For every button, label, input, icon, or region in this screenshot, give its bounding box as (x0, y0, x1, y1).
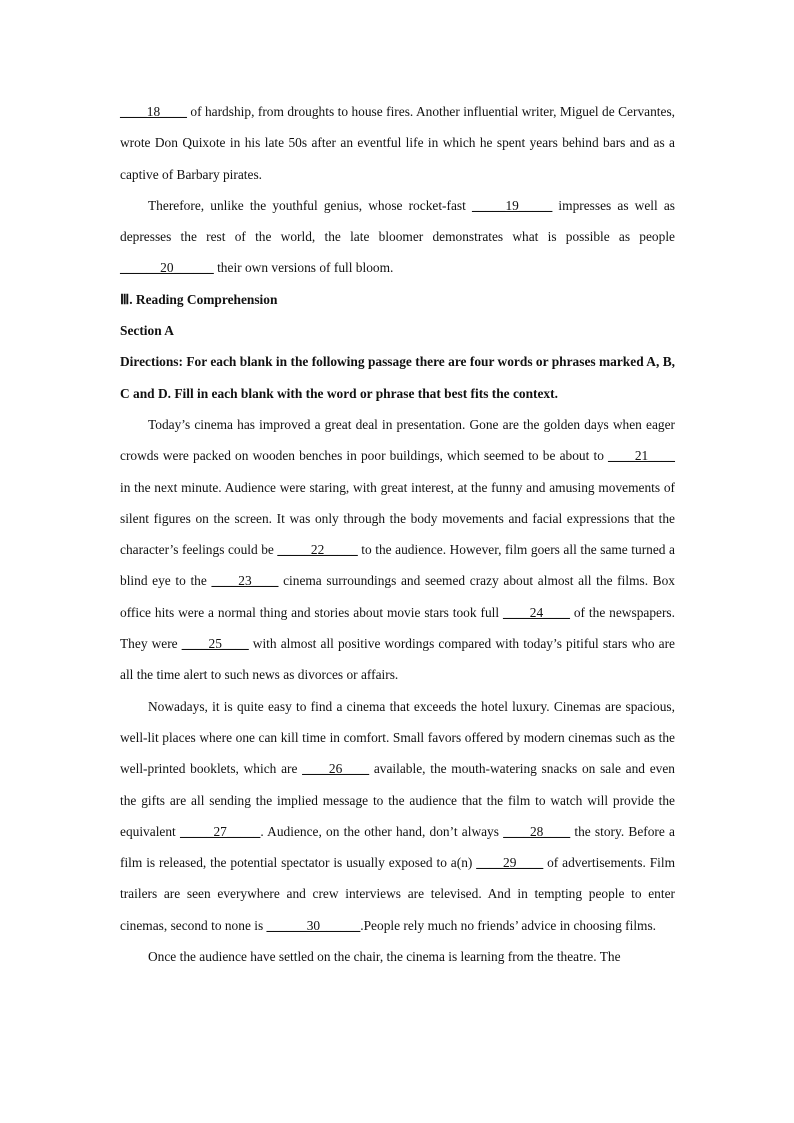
blank-23: ____23____ (211, 573, 279, 589)
paragraph-2 (120, 190, 675, 284)
blank-19: _____19_____ (471, 197, 553, 213)
paragraph-3-text-5: of the newspapers. They were (120, 604, 675, 652)
blank-27: _____27_____ (180, 823, 261, 839)
document-page (120, 96, 675, 972)
paragraph-3-text-4: cinema surroundings and seemed crazy about almost all the films. Box office hits were a normal thing and stories about movie stars took full (120, 573, 676, 620)
paragraph-3-text-2: in the next minute. Audience were staring, with great interest, at the funny and amusing movements of silent figures on the screen. It was only through the body movements and facial expressions that the character’s feelings could be (120, 479, 675, 558)
paragraph-4 (120, 691, 675, 941)
paragraph-4-text-6: .People rely much no friends’ advice in choosing films. (360, 917, 657, 933)
blank-18: ____18____ (120, 104, 187, 119)
blank-21: ____21____ (608, 448, 675, 464)
blank-29: ____29____ (476, 855, 544, 871)
blank-28: ____28____ (503, 823, 571, 839)
blank-25: ____25____ (181, 636, 249, 652)
section-heading: Section A (120, 323, 174, 339)
directions: Directions: For each blank in the following passage there are four words or phrases marked A, B, C and D. Fill in each blank with the word or phrase that best fits the context. (120, 354, 675, 401)
paragraph-3-text-6: with almost all positive wordings compared with today’s pitiful stars who are all the time alert to such news as divorces or affairs. (120, 636, 675, 683)
blank-30: ______30______ (266, 917, 361, 933)
blank-26: ____26____ (302, 761, 370, 777)
paragraph-4-text-3: . Audience, on the other hand, don’t always (260, 823, 504, 839)
paragraph-3-text-3: to the audience. However, film goers all the same turned a blind eye to the (120, 542, 675, 589)
paragraph-2-text-2: impresses as well as depresses the rest of the world, the late bloomer demonstrates what is possible as people (120, 197, 675, 245)
blank-24: ____24____ (502, 604, 570, 620)
paragraph-5 (120, 941, 675, 972)
paragraph-3-text-1: Today’s cinema has improved a great deal in presentation. Gone are the golden days when eager crowds were packed on wooden benches in poor buildings, which seemed to be about to (120, 416, 675, 464)
paragraph-2-text-3: their own versions of full bloom. (213, 260, 394, 276)
paragraph-2-text-1: Therefore, unlike the youthful genius, whose rocket-fast (148, 197, 472, 213)
paragraph-4-text-5: of advertisements. Film trailers are seen everywhere and crew interviews are televised. And in tempting people to enter cinemas, second to none is (120, 855, 675, 933)
paragraph-4-text-4: the story. Before a film is released, the potential spectator is usually exposed to a(n) (120, 823, 675, 871)
paragraph-1 (120, 96, 675, 190)
part-heading: Ⅲ. Reading Comprehension (120, 291, 278, 307)
paragraph-5-text-1: Once the audience have settled on the chair, the cinema is learning from the theatre. The (148, 949, 621, 965)
blank-20: ______20______ (120, 260, 214, 276)
paragraph-4-text-2: available, the mouth-watering snacks on sale and even the gifts are all sending the implied message to the audience that the film to watch will provide the equivalent (120, 761, 675, 839)
paragraph-3 (120, 409, 675, 691)
blank-22: _____22_____ (277, 542, 358, 558)
paragraph-1-text: of hardship, from droughts to house fires. Another influential writer, Miguel de Cervantes, wrote Don Quixote in his late 50s after an eventful life in which he spent years behind bars and as a captive of Barbary pirates. (120, 104, 675, 182)
paragraph-4-text-1: Nowadays, it is quite easy to find a cinema that exceeds the hotel luxury. Cinemas are spacious, well-lit places where one can kill time in comfort. Small favors offered by modern cinemas such as the well-printed booklets, which are (120, 698, 675, 777)
